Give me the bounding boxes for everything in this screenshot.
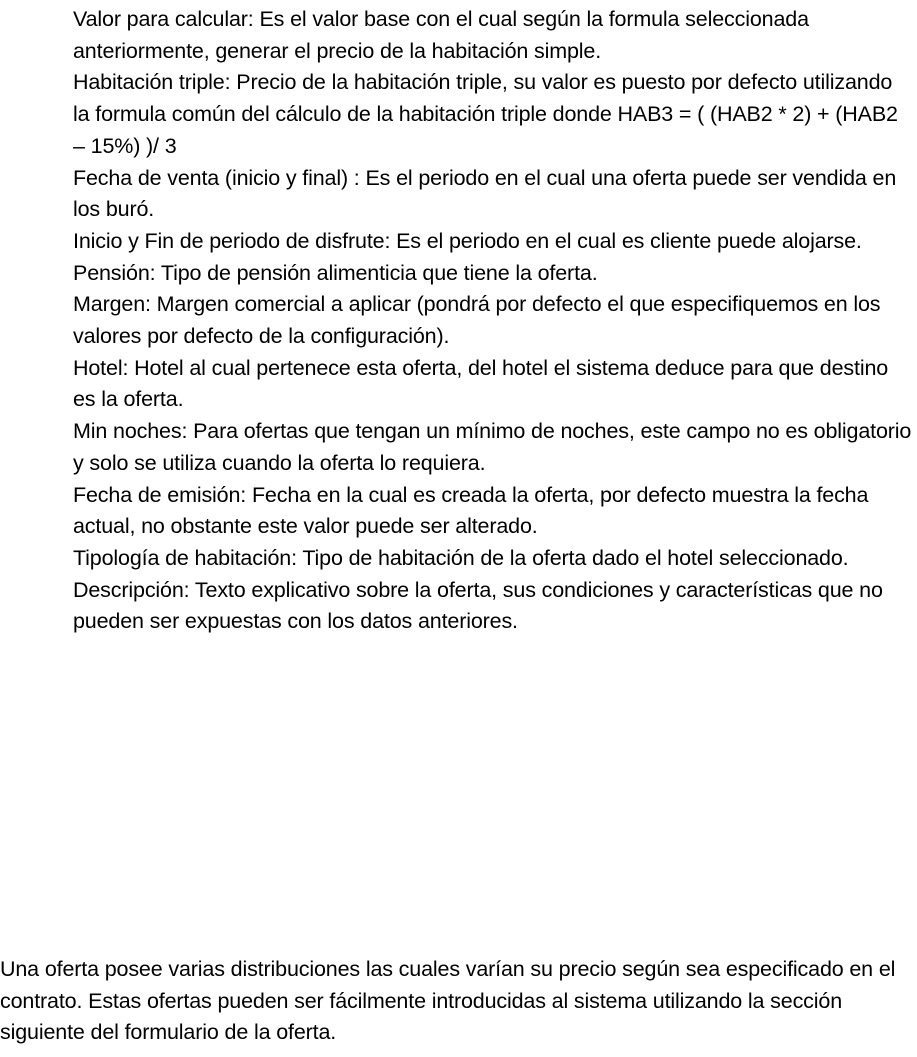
- field-description-hotel: Hotel: Hotel al cual pertenece esta oferta, del hotel el sistema deduce para que destino es la oferta.: [73, 355, 889, 412]
- field-description-descripcion: Descripción: Texto explicativo sobre la oferta, sus condiciones y características que no pueden ser expuestas con los datos anteriores.: [73, 577, 883, 634]
- field-description-min-noches: Min noches: Para ofertas que tengan un mínimo de noches, este campo no es obligatorio y solo se utiliza cuando la oferta lo requiera.: [73, 419, 912, 475]
- field-description-fecha-de-venta: Fecha de venta (inicio y final) : Es el periodo en el cual una oferta puede ser vendida en los buró.: [73, 165, 897, 222]
- field-description-margen: Margen: Margen comercial a aplicar (pondrá por defecto el que especifiquemos en los valores por defecto de la configuración).: [73, 292, 881, 349]
- field-description-pension: Pensión: Tipo de pensión alimenticia que tiene la oferta.: [73, 260, 598, 285]
- field-description-habitacion-triple: Habitación triple: Precio de la habitación triple, su valor es puesto por defecto utilizando la formula común del cálculo de la habitación triple donde HAB3 = ( (HAB2 * 2) + (HAB2 – 15%) )/ 3: [73, 70, 898, 158]
- field-description-periodo-de-disfrute: Inicio y Fin de periodo de disfrute: Es el periodo en el cual es cliente puede alojarse.: [73, 228, 862, 253]
- field-description-list: [73, 4, 913, 638]
- field-description-valor-para-calcular: Valor para calcular: Es el valor base con el cual según la formula seleccionada anteriormente, generar el precio de la habitación simple.: [73, 7, 809, 63]
- field-description-fecha-de-emision: Fecha de emisión: Fecha en la cual es creada la oferta, por defecto muestra la fecha actual, no obstante este valor puede ser alterado.: [73, 482, 869, 539]
- closing-paragraph: Una oferta posee varias distribuciones las cuales varían su precio según sea especificado en el contrato. Estas ofertas pueden ser fácilmente introducidas al sistema utilizando la sección siguiente del formulario de la oferta.: [0, 957, 896, 1045]
- field-description-tipologia-de-habitacion: Tipología de habitación: Tipo de habitación de la oferta dado el hotel seleccionado.: [73, 545, 849, 570]
